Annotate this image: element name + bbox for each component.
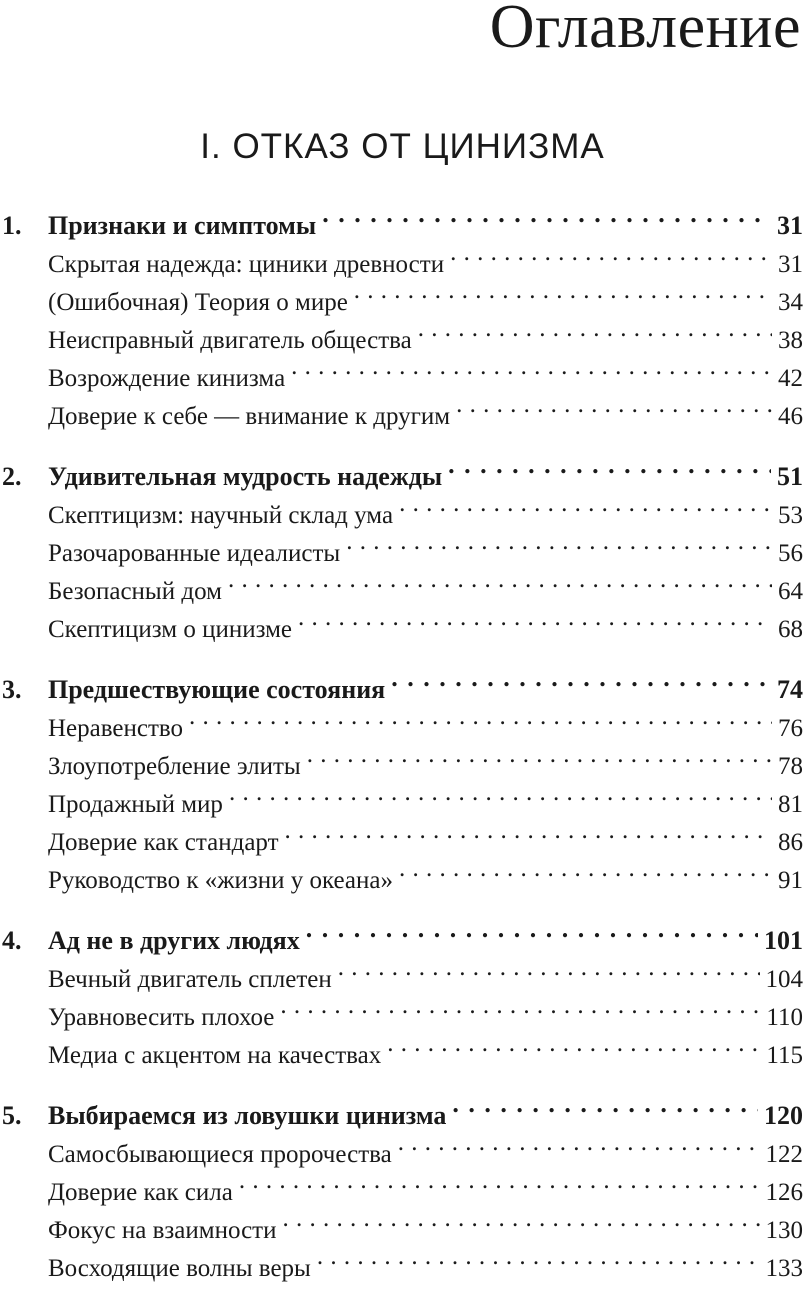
page-number: 101 [764, 921, 805, 961]
dot-leader [391, 658, 771, 698]
page-number: 51 [777, 457, 805, 497]
chapter-5 [0, 1084, 805, 1276]
dot-leader [239, 1162, 760, 1200]
dot-leader [307, 736, 772, 774]
page-number: 120 [764, 1096, 805, 1136]
section-title: Вечный двигатель сплетен [48, 961, 332, 999]
dot-leader [338, 949, 760, 987]
chapter-number: 1. [0, 206, 48, 246]
page-number: 42 [778, 360, 805, 398]
page-number: 74 [777, 670, 805, 710]
section-title: Разочарованные идеалисты [48, 535, 340, 573]
section-title: Доверие как стандарт [48, 824, 279, 862]
section-title: Восходящие волны веры [48, 1250, 311, 1288]
chapter-2 [0, 445, 805, 637]
page-number: 56 [778, 535, 805, 573]
page-number: 86 [778, 824, 805, 862]
table-of-contents [0, 194, 805, 1297]
page-title: Оглавление [490, 0, 801, 58]
dot-leader [306, 909, 758, 949]
chapter-title: Выбираемся из ловушки цинизма [48, 1096, 446, 1136]
page-number: 31 [778, 246, 805, 284]
dot-leader [228, 561, 772, 599]
page-number: 53 [778, 497, 805, 535]
dot-leader [456, 386, 772, 424]
page-number: 38 [778, 322, 805, 360]
section-title: Злоупотребление элиты [48, 748, 301, 786]
dot-leader [452, 1084, 758, 1124]
dot-leader [280, 987, 760, 1025]
chapter-entry[interactable] [0, 658, 805, 698]
page-number: 31 [777, 206, 805, 246]
section-title: Продажный мир [48, 786, 223, 824]
section-title: Фокус на взаимности [48, 1212, 277, 1250]
chapter-entry[interactable] [0, 909, 805, 949]
section-title: Возрождение кинизма [48, 360, 285, 398]
page-number: 104 [766, 961, 805, 999]
chapter-number: 5. [0, 1096, 48, 1136]
dot-leader [450, 234, 772, 272]
section-title: Безопасный дом [48, 573, 222, 611]
section-title: (Ошибочная) Теория о мире [48, 284, 348, 322]
section-title: Доверие к себе — внимание к другим [48, 398, 450, 436]
chapter-4 [0, 909, 805, 1063]
dot-leader [418, 310, 772, 348]
page-number: 91 [778, 862, 805, 900]
page-number: 46 [778, 398, 805, 436]
page-number: 64 [778, 573, 805, 611]
dot-leader [448, 445, 771, 485]
chapter-title: Ад не в других людях [48, 921, 300, 961]
chapter-number: 4. [0, 921, 48, 961]
chapter-3 [0, 658, 805, 888]
section-title: Уравновесить плохое [48, 999, 274, 1037]
page-number: 110 [766, 999, 805, 1037]
section-title: Самосбывающиеся пророчества [48, 1136, 392, 1174]
page-number: 115 [766, 1037, 805, 1075]
dot-leader [387, 1025, 760, 1063]
dot-leader [285, 812, 772, 850]
page-number: 34 [778, 284, 805, 322]
dot-leader [398, 1124, 760, 1162]
section-title: Скептицизм о цинизме [48, 611, 292, 649]
dot-leader [317, 1238, 760, 1276]
chapter-1 [0, 194, 805, 424]
chapter-entry[interactable] [0, 445, 805, 485]
dot-leader [189, 698, 772, 736]
chapter-entry[interactable] [0, 1084, 805, 1124]
chapter-number: 2. [0, 457, 48, 497]
section-title: Доверие как сила [48, 1174, 233, 1212]
dot-leader [283, 1200, 760, 1238]
page-number: 130 [766, 1212, 805, 1250]
page-number: 126 [766, 1174, 805, 1212]
chapter-number: 3. [0, 670, 48, 710]
dot-leader [229, 774, 772, 812]
page-number: 133 [766, 1250, 805, 1288]
section-title: Медиа с акцентом на качествах [48, 1037, 381, 1075]
part-title: I. ОТКАЗ ОТ ЦИНИЗМА [0, 128, 805, 167]
page-number: 81 [778, 786, 805, 824]
dot-leader [298, 599, 772, 637]
section-title: Скептицизм: научный склад ума [48, 497, 393, 535]
dot-leader [322, 194, 771, 234]
section-title: Неисправный двигатель общества [48, 322, 412, 360]
page-number: 78 [778, 748, 805, 786]
dot-leader [354, 272, 772, 310]
section-title: Неравенство [48, 710, 183, 748]
section-title: Скрытая надежда: циники древности [48, 246, 444, 284]
chapter-title: Предшествующие состояния [48, 670, 385, 710]
page-number: 122 [766, 1136, 805, 1174]
dot-leader [399, 850, 772, 888]
chapter-title: Признаки и симптомы [48, 206, 316, 246]
dot-leader [399, 485, 772, 523]
chapter-title: Удивительная мудрость надежды [48, 457, 442, 497]
page-number: 68 [778, 611, 805, 649]
page-number: 76 [778, 710, 805, 748]
chapter-entry[interactable] [0, 194, 805, 234]
dot-leader [291, 348, 772, 386]
section-title: Руководство к «жизни у океана» [48, 862, 393, 900]
dot-leader [346, 523, 772, 561]
